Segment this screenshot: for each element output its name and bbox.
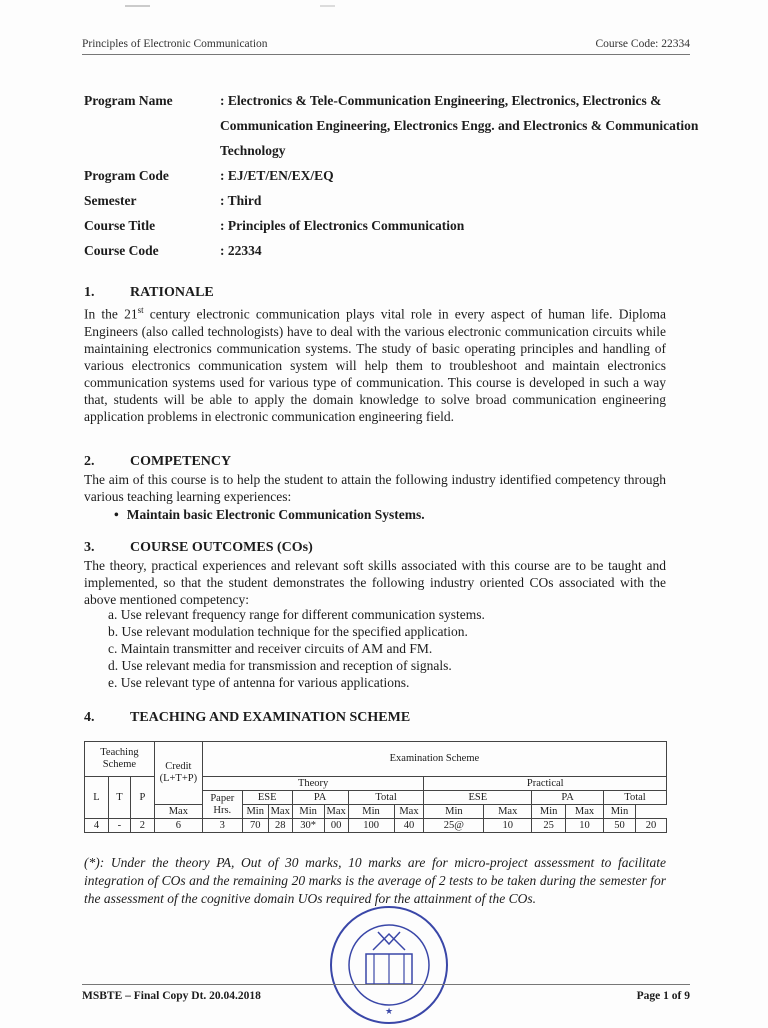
- table-cell: 10: [484, 819, 532, 833]
- table-cell: 10: [566, 819, 604, 833]
- table-cell: 40: [394, 819, 424, 833]
- scheme-table: [84, 741, 667, 833]
- competency-bullet: • Maintain basic Electronic Communication Systems.: [114, 507, 425, 522]
- meta-value: : Principles of Electronics Communication: [220, 218, 465, 233]
- meta-row-course-title: [84, 213, 704, 238]
- max-header: Max: [154, 805, 202, 819]
- table-cell: 28: [268, 819, 292, 833]
- list-item: d. Use relevant media for transmission and reception of signals.: [108, 658, 452, 673]
- footer-copy-date: MSBTE – Final Copy Dt. 20.04.2018: [82, 990, 261, 1002]
- table-cell: 00: [324, 819, 348, 833]
- meta-row-program-name: [84, 88, 704, 163]
- max-header: Max: [566, 805, 604, 819]
- table-cell: 30*: [292, 819, 324, 833]
- meta-key: Program Code: [84, 168, 169, 183]
- table-cell: 50: [604, 819, 636, 833]
- header-course-code: Course Code: 22334: [595, 38, 690, 50]
- board-seal-stamp: [326, 902, 452, 1028]
- practical-ese-header: ESE: [424, 791, 532, 805]
- theory-pa-header: PA: [292, 791, 348, 805]
- page-footer: [82, 984, 690, 1005]
- theory-header: Theory: [202, 777, 424, 791]
- table-cell: 2: [130, 819, 154, 833]
- footer-page-number: Page 1 of 9: [636, 990, 690, 1002]
- list-item: b. Use relevant modulation technique for the specified application.: [108, 624, 468, 639]
- svg-text:★: ★: [384, 1006, 394, 1016]
- theory-pa-note: (*): Under the theory PA, Out of 30 marks, 10 marks are for micro-project assessment to facilitate integration of COs and the remaining 20 marks is the average of 2 tests to be taken during the semester for the assessment of the cognitive domain UOs required for the attainment of the COs.: [84, 855, 666, 906]
- practical-total-header: Total: [604, 791, 667, 805]
- table-cell: 3: [202, 819, 242, 833]
- outcomes-list: [108, 606, 485, 691]
- min-header: Min: [532, 805, 566, 819]
- meta-key: Program Name: [84, 93, 173, 108]
- rationale-text: In the 21st century electronic communication plays vital role in every aspect of human life. Diploma Engineers (also called technologists) have to deal with the various electronic communication circuits while maintaining electronics communication systems. The study of basic operating principles and handling of various electronics communication system will help them to troubleshoot and maintain electronics communication systems used for various type of communication. This course is developed in such a way that, students will be able to apply the domain knowledge to solve broad communication engineering application problems in electronic communication engineering field.: [84, 305, 666, 424]
- competency-text: The aim of this course is to help the student to attain the following industry identified competency through various teaching learning experiences:: [84, 472, 666, 504]
- meta-row-program-code: [84, 163, 704, 188]
- meta-value: : Third: [220, 193, 262, 208]
- max-header: Max: [394, 805, 424, 819]
- table-cell: 20: [635, 819, 666, 833]
- teaching-scheme-header: Teaching Scheme: [85, 742, 155, 777]
- table-cell: 100: [348, 819, 394, 833]
- col-T: T: [108, 777, 130, 819]
- list-item: e. Use relevant type of antenna for various applications.: [108, 675, 410, 690]
- min-header: Min: [424, 805, 484, 819]
- section-heading-competency: 2. COMPETENCY: [84, 454, 232, 469]
- max-header: Max: [324, 805, 348, 819]
- meta-value: : Electronics & Tele-Communication Engineering, Electronics, Electronics & Communication Engineering, Electronics Engg. and Electronics & Communication Technology: [220, 93, 699, 158]
- max-header: Max: [268, 805, 292, 819]
- col-P: P: [130, 777, 154, 819]
- min-header: Min: [604, 805, 636, 819]
- min-header: Min: [242, 805, 268, 819]
- meta-key: Course Code: [84, 243, 159, 258]
- meta-key: Course Title: [84, 218, 156, 233]
- table-cell: 6: [154, 819, 202, 833]
- program-details: [84, 88, 704, 263]
- list-item: a. Use relevant frequency range for different communication systems.: [108, 607, 485, 622]
- practical-pa-header: PA: [532, 791, 604, 805]
- meta-value: : 22334: [220, 243, 262, 258]
- header-title: Principles of Electronic Communication: [82, 38, 268, 50]
- table-cell: -: [108, 819, 130, 833]
- theory-ese-header: ESE: [242, 791, 292, 805]
- min-header: Min: [348, 805, 394, 819]
- outcomes-text: The theory, practical experiences and relevant soft skills associated with this course are to be taught and implemented, so that the student demonstrates the following industry oriented COs associated with the above mentioned competency:: [84, 558, 666, 607]
- col-L: L: [85, 777, 109, 819]
- meta-value: : EJ/ET/EN/EX/EQ: [220, 168, 334, 183]
- examination-scheme-header: Examination Scheme: [202, 742, 666, 777]
- section-heading-outcomes: 3. COURSE OUTCOMES (COs): [84, 540, 313, 555]
- list-item: c. Maintain transmitter and receiver circuits of AM and FM.: [108, 641, 433, 656]
- credit-header: Credit (L+T+P): [154, 742, 202, 805]
- max-header: Max: [484, 805, 532, 819]
- table-cell: 25: [532, 819, 566, 833]
- meta-key: Semester: [84, 193, 137, 208]
- theory-total-header: Total: [348, 791, 424, 805]
- practical-header: Practical: [424, 777, 667, 791]
- table-cell: 25@: [424, 819, 484, 833]
- table-cell: 70: [242, 819, 268, 833]
- meta-row-semester: [84, 188, 704, 213]
- page-header: [82, 36, 690, 55]
- section-heading-scheme: 4. TEACHING AND EXAMINATION SCHEME: [84, 710, 411, 725]
- paper-hrs-header: Paper Hrs.: [202, 791, 242, 819]
- table-row: [85, 819, 667, 833]
- table-cell: 4: [85, 819, 109, 833]
- min-header: Min: [292, 805, 324, 819]
- scan-marks: [120, 4, 640, 8]
- section-heading-rationale: 1. RATIONALE: [84, 285, 214, 300]
- meta-row-course-code: [84, 238, 704, 263]
